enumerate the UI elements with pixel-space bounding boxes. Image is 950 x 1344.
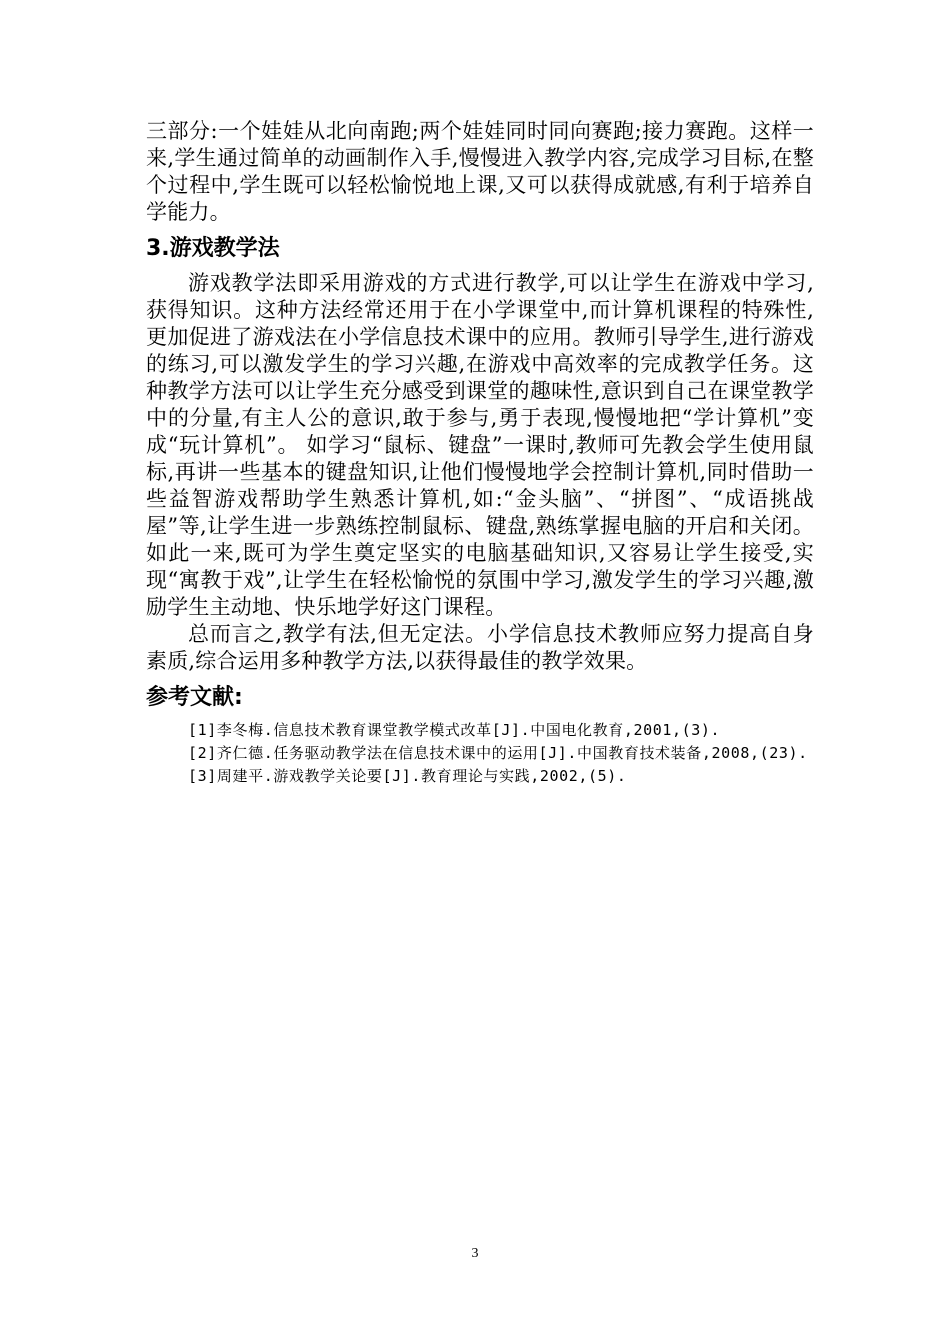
section-paragraph-2: 总而言之,教学有法,但无定法。小学信息技术教师应努力提高自身素质,综合运用多种教学方法,以获得最佳的教学效果。 <box>146 622 814 673</box>
references-list <box>146 719 814 788</box>
reference-item: [3]周建平.游戏教学关论要[J].教育理论与实践,2002,(5). <box>188 767 627 785</box>
intro-paragraph: 三部分:一个娃娃从北向南跑;两个娃娃同时同向赛跑;接力赛跑。这样一来,学生通过简单的动画制作入手,慢慢进入教学内容,完成学习目标,在整个过程中,学生既可以轻松愉悦地上课,又可以获得成就感,有利于培养自学能力。 <box>146 119 814 224</box>
section-paragraph-1: 游戏教学法即采用游戏的方式进行教学,可以让学生在游戏中学习,获得知识。这种方法经常还用于在小学课堂中,而计算机课程的特殊性,更加促进了游戏法在小学信息技术课中的应用。教师引导学生,进行游戏的练习,可以激发学生的学习兴趣,在游戏中高效率的完成教学任务。这种教学方法可以让学生充分感受到课堂的趣味性,意识到自己在课堂教学中的分量,有主人公的意识,敢于参与,勇于表现,慢慢地把“学计算机”变成“玩计算机”。 如学习“鼠标、键盘”一课时,教师可先教会学生使用鼠标,再讲一些基本的键盘知识,让他们慢慢地学会控制计算机,同时借助一些益智游戏帮助学生熟悉计算机,如:“金头脑”、“拼图”、“成语挑战屋”等,让学生进一步熟练控制鼠标、键盘,熟练掌握电脑的开启和关闭。如此一来,既可为学生奠定坚实的电脑基础知识,又容易让学生接受,实现“寓教于戏”,让学生在轻松愉悦的氛围中学习,激发学生的学习兴趣,激励学生主动地、快乐地学好这门课程。 <box>146 271 814 619</box>
page-content <box>146 118 814 788</box>
reference-item: [2]齐仁德.任务驱动教学法在信息技术课中的运用[J].中国教育技术装备,2008,(23). <box>188 744 808 762</box>
page-number: 3 <box>471 1246 479 1261</box>
references-heading: 参考文献: <box>146 685 243 710</box>
reference-item: [1]李冬梅.信息技术教育课堂教学模式改革[J].中国电化教育,2001,(3). <box>188 721 721 739</box>
section-heading-game-teaching: 3.游戏教学法 <box>146 236 280 261</box>
